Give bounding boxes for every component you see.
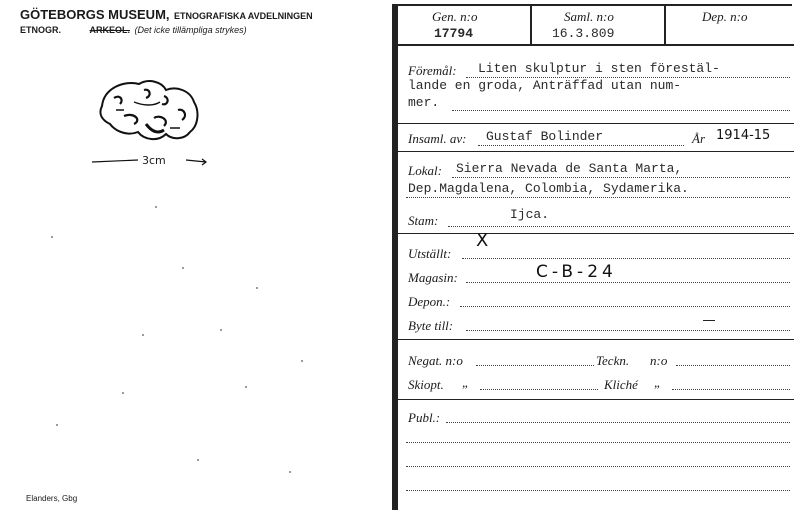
dep-label: Dep. n:o	[702, 9, 748, 24]
depon-label: Depon.:	[408, 294, 451, 309]
publ-dots-2	[406, 442, 790, 443]
stam-bottom-rule	[396, 233, 794, 234]
skiopt-quote: „	[462, 375, 470, 390]
utstallt-dots	[462, 258, 790, 259]
insaml-label: Insaml. av:	[408, 131, 467, 146]
byte-bottom-rule	[396, 339, 794, 340]
insaml-dots	[478, 145, 684, 146]
byte-mark	[703, 320, 715, 321]
ar-value: 1914-15	[716, 128, 771, 143]
department-name: ETNOGRAFISKA AVDELNINGEN	[173, 11, 313, 21]
skiopt-label: Skiopt.	[408, 377, 444, 392]
saml-value: 16.3.809	[552, 26, 615, 41]
printer-mark: Elanders, Gbg	[26, 494, 78, 503]
publ-dots-1	[446, 422, 790, 423]
foremal-line-1: Liten skulptur i sten förestäl-	[478, 61, 720, 76]
foremal-line-3: mer.	[408, 95, 440, 110]
strike-note: (Det icke tillämpliga strykes)	[134, 25, 247, 35]
kliche-label: Kliché	[604, 377, 638, 392]
teckn-dots	[676, 365, 790, 366]
depon-dots	[460, 306, 790, 307]
stam-dots	[448, 226, 790, 227]
utstallt-value: X	[476, 230, 490, 251]
card-top-border	[392, 4, 792, 6]
foremal-bottom-rule	[396, 123, 794, 124]
insaml-bottom-rule	[396, 151, 794, 152]
etnogr-label: ETNOGR.	[20, 25, 62, 35]
saml-label: Saml. n:o	[564, 9, 614, 24]
publ-dots-3	[406, 466, 790, 467]
magasin-value: C-B-24	[536, 262, 617, 282]
kliche-bottom-rule	[396, 399, 794, 400]
kliche-dots	[672, 389, 790, 390]
paper-speckles	[0, 0, 380, 514]
byte-dots	[466, 330, 790, 331]
museum-name: GÖTEBORGS MUSEUM,	[20, 7, 170, 22]
insaml-value: Gustaf Bolinder	[486, 129, 604, 144]
byte-label: Byte till:	[408, 318, 454, 333]
header-divider-1	[530, 4, 532, 44]
arkeol-label: ARKEOL.	[89, 25, 131, 35]
kliche-quote: „	[654, 375, 662, 390]
gen-label: Gen. n:o	[432, 9, 478, 24]
teckn-no-label: n:o	[650, 353, 668, 368]
skiopt-dots	[480, 389, 598, 390]
gen-value: 17794	[434, 26, 474, 41]
lokal-dots-1	[452, 177, 790, 178]
lokal-label: Lokal:	[408, 163, 442, 178]
foremal-line-2: lande en groda, Anträffad utan num-	[408, 78, 682, 93]
publ-dots-4	[406, 490, 790, 491]
card-left-border	[392, 6, 398, 510]
foremal-dots-3	[452, 110, 790, 111]
scale-label: 3cm	[142, 154, 166, 167]
header-bottom-rule	[396, 44, 794, 46]
stam-value: Ijca.	[510, 207, 550, 222]
negat-dots	[476, 365, 594, 366]
ar-label: År	[692, 131, 705, 146]
lokal-line-1: Sierra Nevada de Santa Marta,	[456, 161, 683, 176]
magasin-label: Magasin:	[408, 270, 458, 285]
lokal-dots-2	[406, 197, 790, 198]
utstallt-label: Utställt:	[408, 246, 452, 261]
publ-label: Publ.:	[408, 410, 441, 425]
header-divider-2	[664, 4, 666, 44]
foremal-label: Föremål:	[408, 63, 457, 78]
lokal-line-2: Dep.Magdalena, Colombia, Sydamerika.	[408, 181, 689, 196]
magasin-dots	[466, 282, 790, 283]
negat-label: Negat. n:o	[408, 353, 463, 368]
stam-label: Stam:	[408, 213, 439, 228]
teckn-label: Teckn.	[596, 353, 630, 368]
